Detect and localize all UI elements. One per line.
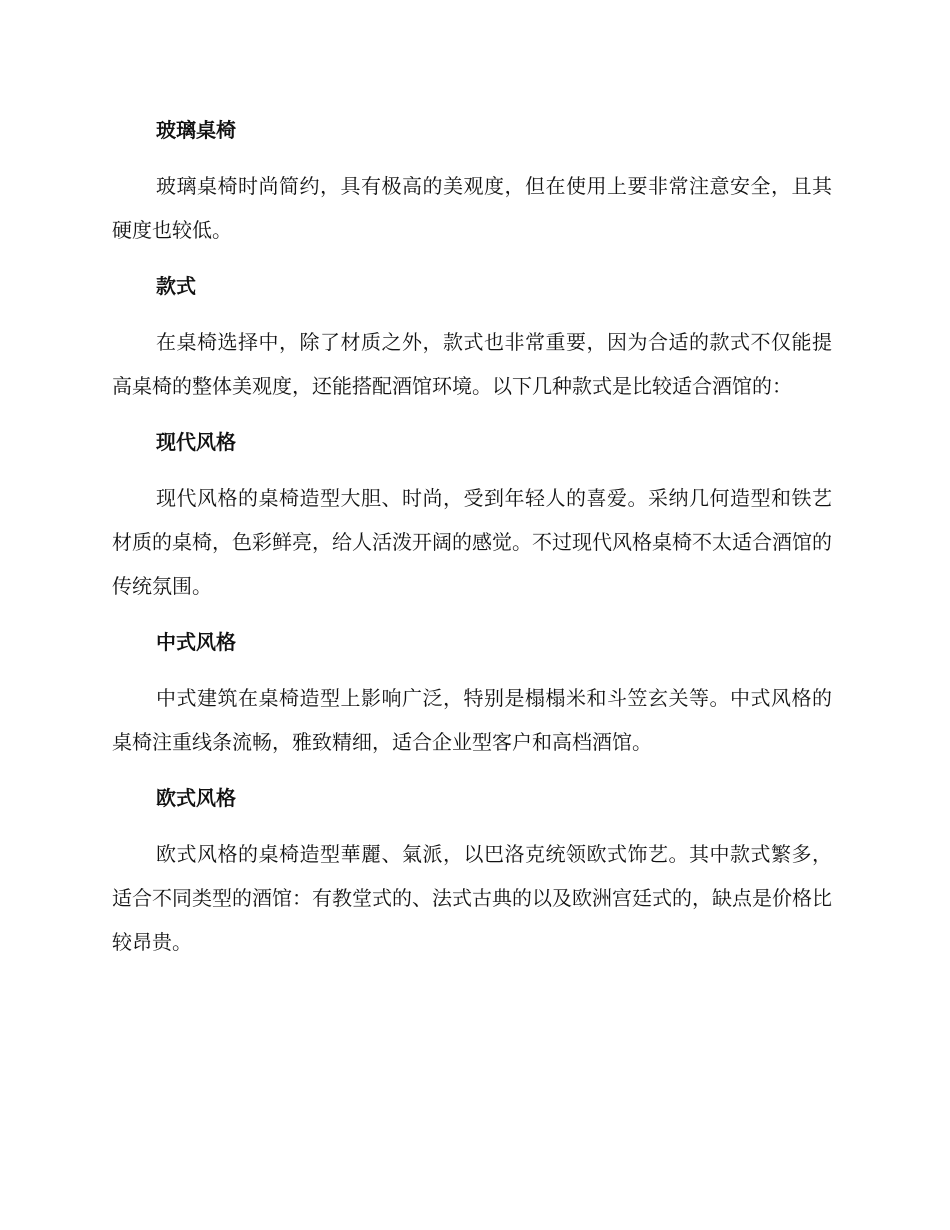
section-heading-glass-furniture: 玻璃桌椅 xyxy=(156,118,236,142)
section-body-chinese-style: 中式建筑在桌椅造型上影响广泛，特别是榻榻米和斗笠玄关等。中式风格的桌椅注重线条流畅，雅致精细，适合企业型客户和高档酒馆。 xyxy=(112,686,832,754)
section-heading-modern-style: 现代风格 xyxy=(156,430,236,454)
section-heading-styles: 款式 xyxy=(156,274,196,298)
section-body-european-style: 欧式风格的桌椅造型華麗、氣派，以巴洛克统领欧式饰艺。其中款式繁多，适合不同类型的酒馆：有教堂式的、法式古典的以及欧洲宫廷式的，缺点是价格比较昂贵。 xyxy=(112,842,832,954)
section-body-styles: 在桌椅选择中，除了材质之外，款式也非常重要，因为合适的款式不仅能提高桌椅的整体美观度，还能搭配酒馆环境。以下几种款式是比较适合酒馆的： xyxy=(112,330,832,398)
section-body-modern-style: 现代风格的桌椅造型大胆、时尚，受到年轻人的喜爱。采纳几何造型和铁艺材质的桌椅，色彩鲜亮，给人活泼开阔的感觉。不过现代风格桌椅不太适合酒馆的传统氛围。 xyxy=(112,486,832,598)
document-page xyxy=(112,108,832,964)
section-heading-chinese-style: 中式风格 xyxy=(156,630,236,654)
section-heading-european-style: 欧式风格 xyxy=(156,786,236,810)
section-body-glass-furniture: 玻璃桌椅时尚简约，具有极高的美观度，但在使用上要非常注意安全，且其硬度也较低。 xyxy=(112,174,832,242)
